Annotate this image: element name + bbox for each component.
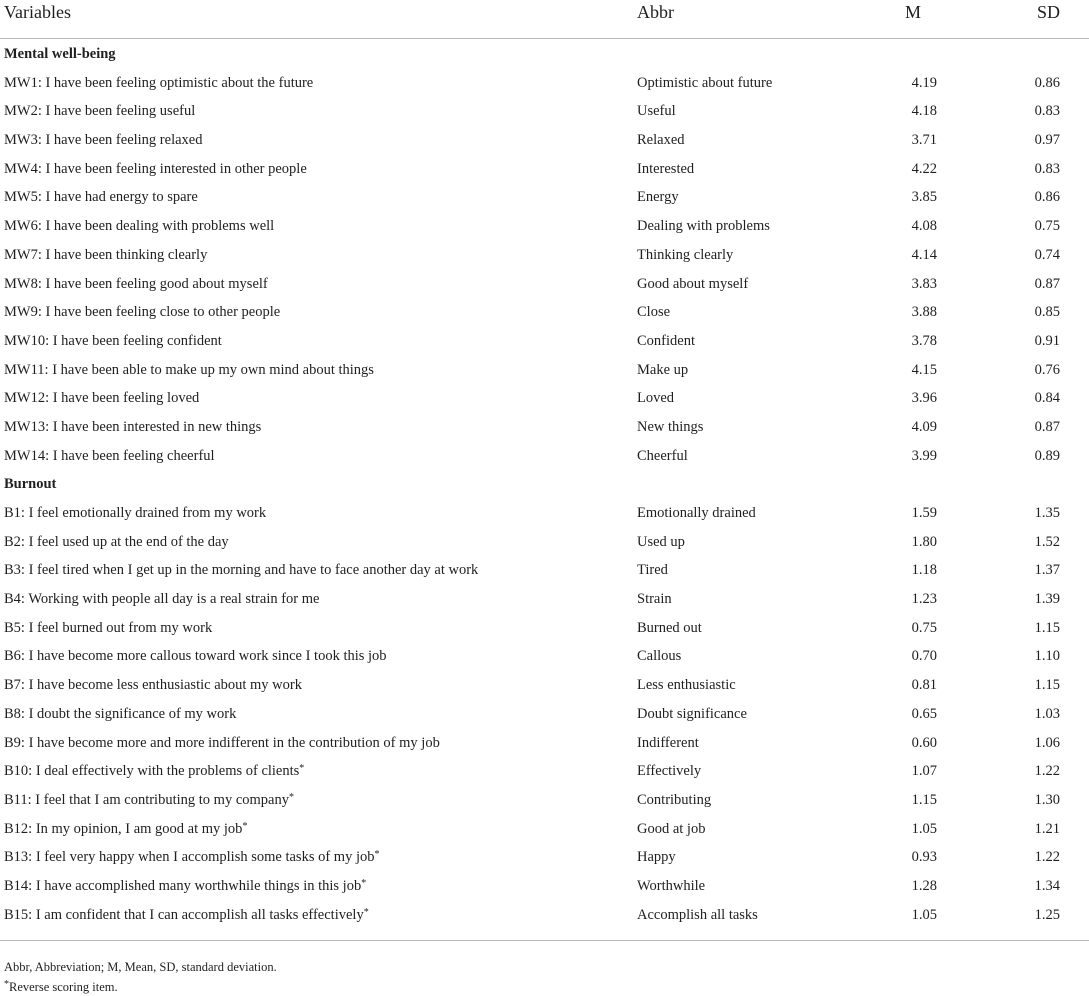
cell-sd: 1.34 <box>1034 877 1060 894</box>
table-row <box>0 900 1089 929</box>
variable-text: B3: I feel tired when I get up in the morning and have to face another day at work <box>4 562 479 579</box>
cell-sd: 0.91 <box>1034 332 1060 349</box>
cell-m: 4.09 <box>911 418 937 435</box>
cell-m: 0.81 <box>911 677 937 694</box>
variable-text: B14: I have accomplished many worthwhile things in this job <box>4 877 362 894</box>
cell-abbr: Worthwhile <box>637 877 706 894</box>
cell-m: 3.88 <box>911 304 937 321</box>
cell-variable <box>4 419 261 436</box>
cell-abbr: Dealing with problems <box>637 218 770 235</box>
cell-variable <box>4 763 304 780</box>
table-row <box>0 498 1089 527</box>
table-footnotes <box>4 958 277 996</box>
variable-text: B4: Working with people all day is a real strain for me <box>4 591 320 608</box>
cell-m: 0.60 <box>911 734 937 751</box>
reverse-scoring-marker: * <box>299 763 305 775</box>
cell-m: 4.18 <box>911 103 937 120</box>
cell-abbr: Close <box>637 304 671 321</box>
cell-variable <box>4 362 374 379</box>
variable-text: MW4: I have been feeling interested in other people <box>4 160 307 177</box>
cell-m: 3.99 <box>911 447 937 464</box>
cell-variable <box>4 907 369 924</box>
table-row <box>0 355 1089 384</box>
cell-variable <box>4 849 379 866</box>
cell-m: 4.14 <box>911 246 937 263</box>
table-row <box>0 555 1089 584</box>
variable-text: MW10: I have been feeling confident <box>4 332 222 349</box>
header-sd: SD <box>1036 2 1060 22</box>
table-row <box>0 125 1089 154</box>
cell-sd: 1.52 <box>1034 533 1060 550</box>
cell-sd: 1.15 <box>1034 619 1060 636</box>
table-row <box>0 756 1089 785</box>
variable-text: MW5: I have had energy to spare <box>4 189 198 206</box>
cell-abbr: Useful <box>637 103 676 120</box>
cell-m: 1.05 <box>911 820 937 837</box>
table-row <box>0 68 1089 97</box>
section-burnout <box>0 469 1089 498</box>
table-row <box>0 785 1089 814</box>
cell-sd: 0.97 <box>1034 132 1060 149</box>
variable-text: B6: I have become more callous toward work since I took this job <box>4 648 387 665</box>
table-row <box>0 842 1089 871</box>
variable-text: MW1: I have been feeling optimistic about the future <box>4 74 314 91</box>
cell-abbr: Indifferent <box>637 734 699 751</box>
cell-variable <box>4 792 294 809</box>
header-variables: Variables <box>4 2 71 22</box>
section-title: Mental well-being <box>4 46 116 62</box>
table-row <box>0 269 1089 298</box>
cell-sd: 1.37 <box>1034 562 1060 579</box>
cell-sd: 0.87 <box>1034 275 1060 292</box>
reverse-scoring-marker: * <box>361 877 367 889</box>
cell-sd: 1.30 <box>1034 791 1060 808</box>
cell-m: 0.70 <box>911 648 937 665</box>
cell-sd: 0.83 <box>1034 103 1060 120</box>
variable-text: MW9: I have been feeling close to other people <box>4 304 281 321</box>
footnote-abbreviations: Abbr, Abbreviation; M, Mean, SD, standard deviation. <box>4 960 277 974</box>
cell-m: 4.08 <box>911 218 937 235</box>
cell-sd: 1.39 <box>1034 591 1060 608</box>
table-row <box>0 383 1089 412</box>
variable-text: MW13: I have been interested in new things <box>4 418 262 435</box>
cell-variable <box>4 304 280 321</box>
cell-variable <box>4 247 207 264</box>
table-row <box>0 613 1089 642</box>
cell-sd: 1.10 <box>1034 648 1060 665</box>
cell-variable <box>4 677 302 694</box>
variable-text: MW3: I have been feeling relaxed <box>4 132 203 149</box>
table-row <box>0 211 1089 240</box>
table-row <box>0 814 1089 843</box>
cell-variable <box>4 591 319 608</box>
reverse-scoring-marker: * <box>242 820 248 832</box>
cell-abbr: Emotionally drained <box>637 505 756 521</box>
table-row <box>0 412 1089 441</box>
cell-sd: 1.03 <box>1034 705 1060 722</box>
variable-text: MW2: I have been feeling useful <box>4 103 196 120</box>
table-row <box>0 441 1089 470</box>
cell-m: 4.15 <box>911 361 937 378</box>
cell-sd: 0.89 <box>1034 447 1060 464</box>
cell-abbr: Relaxed <box>637 132 685 149</box>
cell-abbr: Energy <box>637 189 679 206</box>
cell-sd: 0.74 <box>1034 246 1060 263</box>
cell-m: 0.93 <box>911 849 937 866</box>
variable-text: MW7: I have been thinking clearly <box>4 246 208 263</box>
variable-text: B10: I deal effectively with the problems of clients <box>4 763 300 780</box>
bottom-rule <box>0 940 1089 941</box>
cell-m: 1.18 <box>911 562 937 579</box>
variable-text: MW8: I have been feeling good about myself <box>4 275 268 292</box>
cell-m: 1.28 <box>911 877 937 894</box>
cell-sd: 0.86 <box>1034 74 1060 91</box>
cell-variable <box>4 534 229 551</box>
section-mental-well-being <box>0 39 1089 68</box>
cell-variable <box>4 132 202 149</box>
cell-m: 4.19 <box>911 74 937 91</box>
cell-variable <box>4 620 212 637</box>
cell-variable <box>4 218 274 235</box>
cell-variable <box>4 333 222 350</box>
table-row <box>0 154 1089 183</box>
cell-abbr: Make up <box>637 361 689 378</box>
cell-m: 3.96 <box>911 390 937 407</box>
cell-variable <box>4 276 268 293</box>
cell-abbr: Cheerful <box>637 447 688 464</box>
cell-variable <box>4 103 195 120</box>
header-m: M <box>904 2 921 22</box>
burnout-rows <box>0 498 1089 928</box>
reverse-scoring-marker: * <box>374 849 380 861</box>
cell-m: 3.83 <box>911 275 937 292</box>
cell-m: 0.65 <box>911 705 937 722</box>
reverse-scoring-marker: * <box>288 791 294 803</box>
cell-variable <box>4 390 199 407</box>
header-abbr: Abbr <box>637 2 674 22</box>
cell-abbr: Confident <box>637 332 695 349</box>
cell-variable <box>4 505 266 522</box>
cell-m: 1.80 <box>911 533 937 550</box>
cell-sd: 1.22 <box>1034 849 1060 866</box>
table-row <box>0 641 1089 670</box>
table-row <box>0 96 1089 125</box>
cell-abbr: Good at job <box>637 820 706 837</box>
cell-abbr: Thinking clearly <box>637 246 734 263</box>
table-row <box>0 670 1089 699</box>
cell-abbr: Loved <box>637 390 675 407</box>
cell-sd: 1.06 <box>1034 734 1060 751</box>
variable-text: B7: I have become less enthusiastic about my work <box>4 677 302 694</box>
reverse-scoring-marker: * <box>363 906 369 918</box>
footnote-text: Reverse scoring item. <box>9 980 118 994</box>
cell-variable <box>4 821 247 838</box>
cell-sd: 1.21 <box>1034 820 1060 837</box>
footnote-star: * <box>4 979 9 990</box>
table-row <box>0 871 1089 900</box>
variable-text: B9: I have become more and more indifferent in the contribution of my job <box>4 734 440 751</box>
cell-m: 1.23 <box>911 591 937 608</box>
cell-variable <box>4 562 478 579</box>
cell-abbr: Less enthusiastic <box>637 677 736 694</box>
cell-abbr: Strain <box>637 591 672 608</box>
table-row <box>0 182 1089 211</box>
table-row <box>0 584 1089 613</box>
cell-m: 1.07 <box>911 763 937 780</box>
cell-sd: 0.86 <box>1034 189 1060 206</box>
cell-sd: 1.22 <box>1034 763 1060 780</box>
mental-well-being-rows <box>0 68 1089 470</box>
variable-text: B13: I feel very happy when I accomplish some tasks of my job <box>4 849 375 866</box>
cell-m: 0.75 <box>911 619 937 636</box>
cell-abbr: Doubt significance <box>637 705 747 722</box>
cell-m: 3.71 <box>911 132 937 149</box>
footnote-reverse-scoring <box>4 976 277 996</box>
table-row <box>0 728 1089 757</box>
variable-text: B11: I feel that I am contributing to my company <box>4 791 289 808</box>
variable-text: B8: I doubt the significance of my work <box>4 705 237 722</box>
table-header <box>0 0 1089 39</box>
cell-m: 3.85 <box>911 189 937 206</box>
cell-sd: 1.15 <box>1034 677 1060 694</box>
cell-abbr: Used up <box>637 533 685 550</box>
table-row <box>0 699 1089 728</box>
cell-abbr: Accomplish all tasks <box>637 906 758 923</box>
cell-m: 4.22 <box>911 160 937 177</box>
variable-text: B5: I feel burned out from my work <box>4 619 213 636</box>
cell-abbr: Effectively <box>637 763 702 780</box>
variable-text: B2: I feel used up at the end of the day <box>4 533 229 550</box>
variable-text: MW14: I have been feeling cheerful <box>4 447 215 464</box>
cell-variable <box>4 735 440 752</box>
cell-variable <box>4 648 387 665</box>
cell-variable <box>4 75 313 92</box>
table-row <box>0 240 1089 269</box>
cell-m: 3.78 <box>911 332 937 349</box>
cell-sd: 0.83 <box>1034 160 1060 177</box>
cell-sd: 1.35 <box>1034 505 1060 521</box>
cell-sd: 0.85 <box>1034 304 1060 321</box>
cell-abbr: Callous <box>637 648 682 665</box>
variable-text: B1: I feel emotionally drained from my work <box>4 505 267 521</box>
cell-abbr: New things <box>637 418 704 435</box>
table-row <box>0 326 1089 355</box>
cell-abbr: Happy <box>637 849 676 866</box>
cell-abbr: Contributing <box>637 791 712 808</box>
cell-abbr: Burned out <box>637 619 702 636</box>
cell-abbr: Tired <box>637 562 668 579</box>
cell-m: 1.59 <box>911 505 937 521</box>
cell-sd: 0.84 <box>1034 390 1060 407</box>
variable-text: MW12: I have been feeling loved <box>4 390 200 407</box>
section-title: Burnout <box>4 476 57 493</box>
cell-variable <box>4 161 307 178</box>
cell-abbr: Interested <box>637 160 695 177</box>
variable-text: B12: In my opinion, I am good at my job <box>4 820 243 837</box>
table-row <box>0 297 1089 326</box>
cell-abbr: Optimistic about future <box>637 74 773 91</box>
cell-variable <box>4 448 215 465</box>
cell-variable <box>4 189 198 206</box>
variable-text: MW6: I have been dealing with problems well <box>4 218 275 235</box>
cell-sd: 1.25 <box>1034 906 1060 923</box>
cell-sd: 0.87 <box>1034 418 1060 435</box>
cell-sd: 0.75 <box>1034 218 1060 235</box>
variable-text: MW11: I have been able to make up my own mind about things <box>4 361 374 378</box>
cell-variable <box>4 878 366 895</box>
cell-abbr: Good about myself <box>637 275 749 292</box>
cell-variable <box>4 706 236 723</box>
cell-m: 1.15 <box>911 791 937 808</box>
variable-text: B15: I am confident that I can accomplish all tasks effectively <box>4 906 364 923</box>
table-row <box>0 527 1089 556</box>
cell-m: 1.05 <box>911 906 937 923</box>
cell-sd: 0.76 <box>1034 361 1060 378</box>
